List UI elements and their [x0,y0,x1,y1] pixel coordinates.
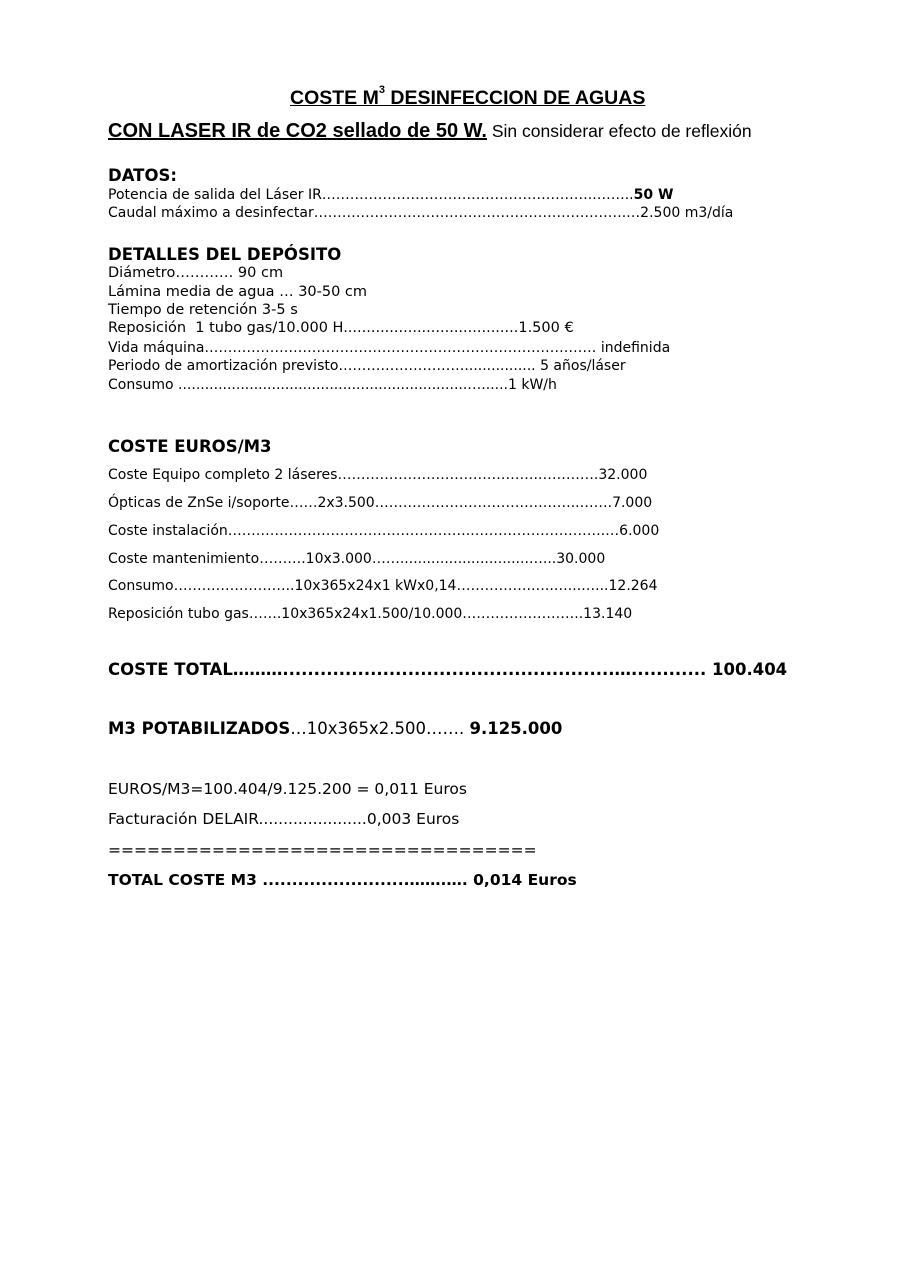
coste-total-label: COSTE TOTAL……….....................................................…............ [108,660,712,679]
deposito-line: Tiempo de retención 3-5 s [108,302,298,318]
subtitle-note: Sin considerar efecto de reflexión [486,121,752,141]
potabilizados-line [108,719,562,738]
coste-line: Coste Equipo completo 2 láseres…………………………………….………….32.000 [108,467,648,483]
facturacion-line: Facturación DELAIR......................0,003 Euros [108,810,460,828]
datos-heading: DATOS: [108,166,177,185]
deposito-line: Consumo .................................................................…......1 kW/h [108,377,557,393]
coste-heading: COSTE EUROS/M3 [108,437,272,456]
deposito-line: Reposición 1 tubo gas/10.000 H......................................1.500 € [108,320,574,336]
document-subtitle [108,120,752,143]
title-text-part1: COSTE M [290,87,379,109]
potabilizados-label: M3 POTABILIZADOS [108,719,291,738]
separator-line: ================================= [108,841,537,859]
potencia-line [108,187,673,203]
title-superscript: 3 [378,84,385,96]
potabilizados-value: 9.125.000 [469,719,563,738]
coste-line: Ópticas de ZnSe i/soporte……2x3.500……………………………………..…….7.000 [108,495,653,511]
coste-line: Coste instalación……………………………………………..……………………….…6.000 [108,523,660,539]
caudal-line: Caudal máximo a desinfectar………………………………………………………….…2.500 m3/día [108,205,734,221]
coste-line: Reposición tubo gas…….10x365x24x1.500/10.000……………………..13.140 [108,606,633,622]
deposito-line: Diámetro………… 90 cm [108,265,284,281]
coste-total-line [108,660,787,679]
title-text-part2: DESINFECCION DE AGUAS [384,87,646,109]
coste-line: Consumo……………………..10x365x24x1 kWx0,14…………….…..…...…...12.264 [108,578,658,594]
deposito-line: Vida máquina………………………………………………………………………… indefinida [108,340,671,356]
potabilizados-formula: …10x365x2.500……. [290,719,470,738]
deposito-line: Lámina media de agua … 30-50 cm [108,284,368,300]
euros-m3-line: EUROS/M3=100.404/9.125.200 = 0,011 Euros [108,780,467,798]
subtitle-bold: CON LASER IR de CO2 sellado de 50 W. [108,120,487,142]
coste-total-value: 100.404 [712,660,788,679]
document-title [290,84,646,110]
total-coste-m3-line: TOTAL COSTE M3 .........................…….…. 0,014 Euros [108,871,577,889]
coste-line: Coste mantenimiento……….10x3.000…….............................…...30.000 [108,551,606,567]
deposito-line: Periodo de amortización previsto………………………................ 5 años/láser [108,358,626,374]
potencia-value: 50 W [633,187,674,203]
potencia-label: Potencia de salida del Láser IR…………………………………………………..…….. [108,187,634,203]
deposito-heading: DETALLES DEL DEPÓSITO [108,245,342,264]
